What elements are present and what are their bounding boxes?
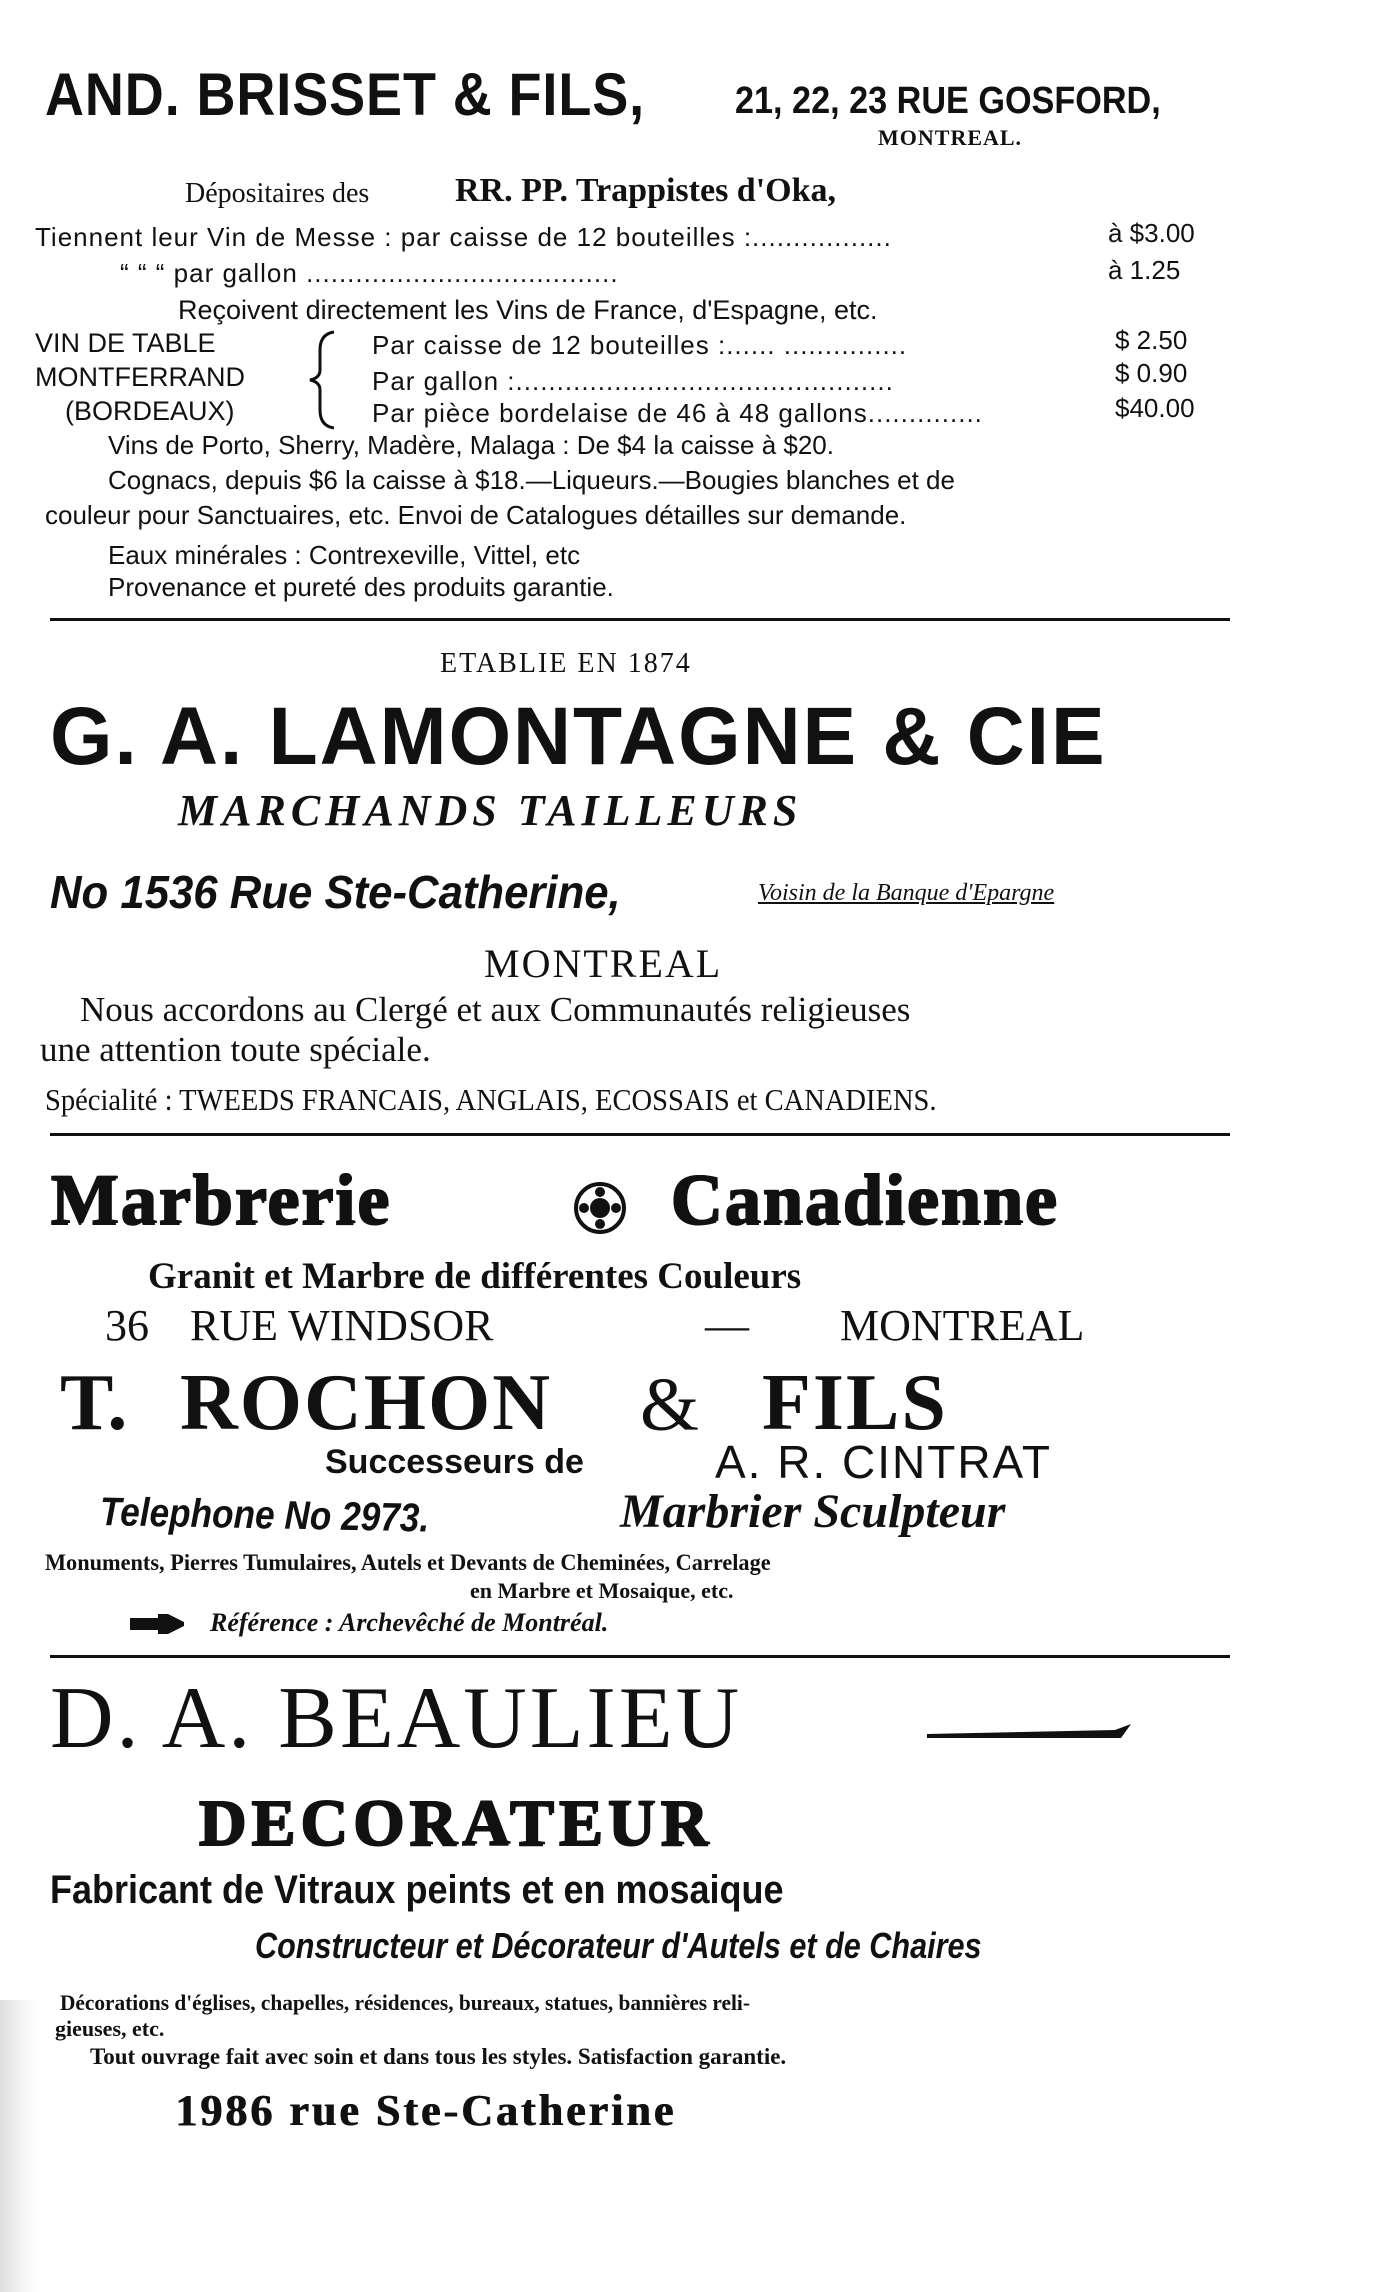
messe-price-caisse: à $3.00 <box>1108 218 1195 248</box>
rochon-name: ROCHON <box>180 1359 552 1447</box>
beaulieu-address: 1986 rue Ste-Catherine <box>175 2086 677 2135</box>
brisset-city: MONTREAL. <box>878 125 1023 150</box>
beaulieu-trade: DECORATEUR <box>198 1786 713 1859</box>
ouvrage-line: Tout ouvrage fait avec soin et dans tous les styles. Satisfaction garantie. <box>90 2044 787 2069</box>
successeurs-name: A. R. CINTRAT <box>715 1436 1052 1488</box>
provenance-line: Provenance et pureté des produits garantie. <box>108 572 614 602</box>
messe-line: Tiennent leur Vin de Messe : par caisse de 12 bouteilles :................. <box>35 222 892 252</box>
vin-price-1: $ 2.50 <box>1115 325 1188 355</box>
decorations-line: Décorations d'églises, chapelles, résidences, bureaux, statues, bannières reli- <box>60 1990 750 2015</box>
divider-2 <box>50 1133 1230 1136</box>
lamontagne-address-note: Voisin de la Banque d'Epargne <box>758 880 1055 906</box>
beaulieu-flourish <box>925 1720 1135 1750</box>
marbre-line: en Marbre et Mosaique, etc. <box>470 1578 734 1603</box>
successeurs-label: Successeurs de <box>325 1443 584 1481</box>
marbrerie-address-city: MONTREAL <box>840 1301 1085 1350</box>
vin-price-2: $ 0.90 <box>1115 358 1188 388</box>
cognacs-line: Cognacs, depuis $6 la caisse à $18.—Liqueurs.—Bougies blanches et de <box>108 465 955 495</box>
depositaires-prefix: Dépositaires des <box>185 178 370 209</box>
vin-label-2: MONTFERRAND <box>35 362 245 392</box>
vin-label-1: VIN DE TABLE <box>35 328 216 358</box>
divider-1 <box>50 618 1230 621</box>
messe-price-gallon: à 1.25 <box>1108 255 1181 285</box>
beaulieu-name: D. A. BEAULIEU <box>50 1670 743 1767</box>
vin-item-1: Par caisse de 12 bouteilles :...... ............... <box>372 330 908 360</box>
marbrerie-subtitle: Granit et Marbre de différentes Couleurs <box>148 1256 802 1297</box>
divider-3 <box>50 1655 1230 1658</box>
marbrerie-title-right: Canadienne <box>670 1159 1059 1239</box>
depositaires-name: RR. PP. Trappistes d'Oka, <box>455 172 837 209</box>
constructeur-line: Constructeur et Décorateur d'Autels et de Chaires <box>255 1925 982 1966</box>
brace-icon <box>306 330 340 430</box>
vin-price-3: $40.00 <box>1115 393 1195 423</box>
eaux-line: Eaux minérales : Contrexeville, Vittel, etc <box>108 540 581 570</box>
clerge-line: Nous accordons au Clergé et aux Communautés religieuses <box>80 990 911 1029</box>
attention-line: une attention toute spéciale. <box>40 1030 431 1069</box>
vin-item-3: Par pièce bordelaise de 46 à 48 gallons.............. <box>372 398 983 428</box>
vitraux-line: Fabricant de Vitraux peints et en mosaique <box>50 1868 784 1912</box>
recoivent-line: Reçoivent directement les Vins de France, d'Espagne, etc. <box>178 295 878 325</box>
brisset-name: AND. BRISSET & FILS, <box>45 61 646 128</box>
reference-line: Référence : Archevêché de Montréal. <box>210 1608 609 1637</box>
rochon-t: T. <box>60 1359 128 1447</box>
specialite-line: Spécialité : TWEEDS FRANCAIS, ANGLAIS, ECOSSAIS et CANADIENS. <box>45 1082 937 1117</box>
porto-line: Vins de Porto, Sherry, Madère, Malaga : De $4 la caisse à $20. <box>108 430 834 460</box>
marbrerie-address-dash: — <box>705 1301 749 1350</box>
lamontagne-city: MONTREAL <box>484 941 723 986</box>
brisset-address: 21, 22, 23 RUE GOSFORD, <box>735 80 1161 122</box>
messe-gallon-line: “ “ “ par gallon ...................................... <box>120 258 619 288</box>
couleur-line: couleur pour Sanctuaires, etc. Envoi de Catalogues détailles sur demande. <box>45 500 907 530</box>
rochon-telephone: Telephone No 2973. <box>99 1490 430 1541</box>
established-line: ETABLIE EN 1874 <box>440 648 692 679</box>
rochon-trade: Marbrier Sculpteur <box>620 1485 1006 1538</box>
pointing-hand-icon <box>128 1612 188 1638</box>
rosette-ornament-icon <box>572 1180 628 1236</box>
monuments-line: Monuments, Pierres Tumulaires, Autels et Devants de Cheminées, Carrelage <box>45 1550 771 1575</box>
marbrerie-title-left: Marbrerie <box>50 1159 391 1239</box>
vin-label-3: (BORDEAUX) <box>65 396 235 426</box>
religieuses-line: gieuses, etc. <box>55 2016 165 2041</box>
lamontagne-address: No 1536 Rue Ste-Catherine, <box>50 866 621 918</box>
lamontagne-name: G. A. LAMONTAGNE & CIE <box>50 691 1107 782</box>
vin-item-2: Par gallon :.............................................. <box>372 366 894 396</box>
rochon-fils: FILS <box>762 1359 948 1447</box>
marbrerie-address-num: 36 <box>105 1301 149 1350</box>
page-edge-shadow <box>0 2000 40 2292</box>
rochon-amp: & <box>640 1363 700 1447</box>
marbrerie-address-street: RUE WINDSOR <box>190 1301 494 1350</box>
lamontagne-trade: MARCHANDS TAILLEURS <box>178 786 803 835</box>
